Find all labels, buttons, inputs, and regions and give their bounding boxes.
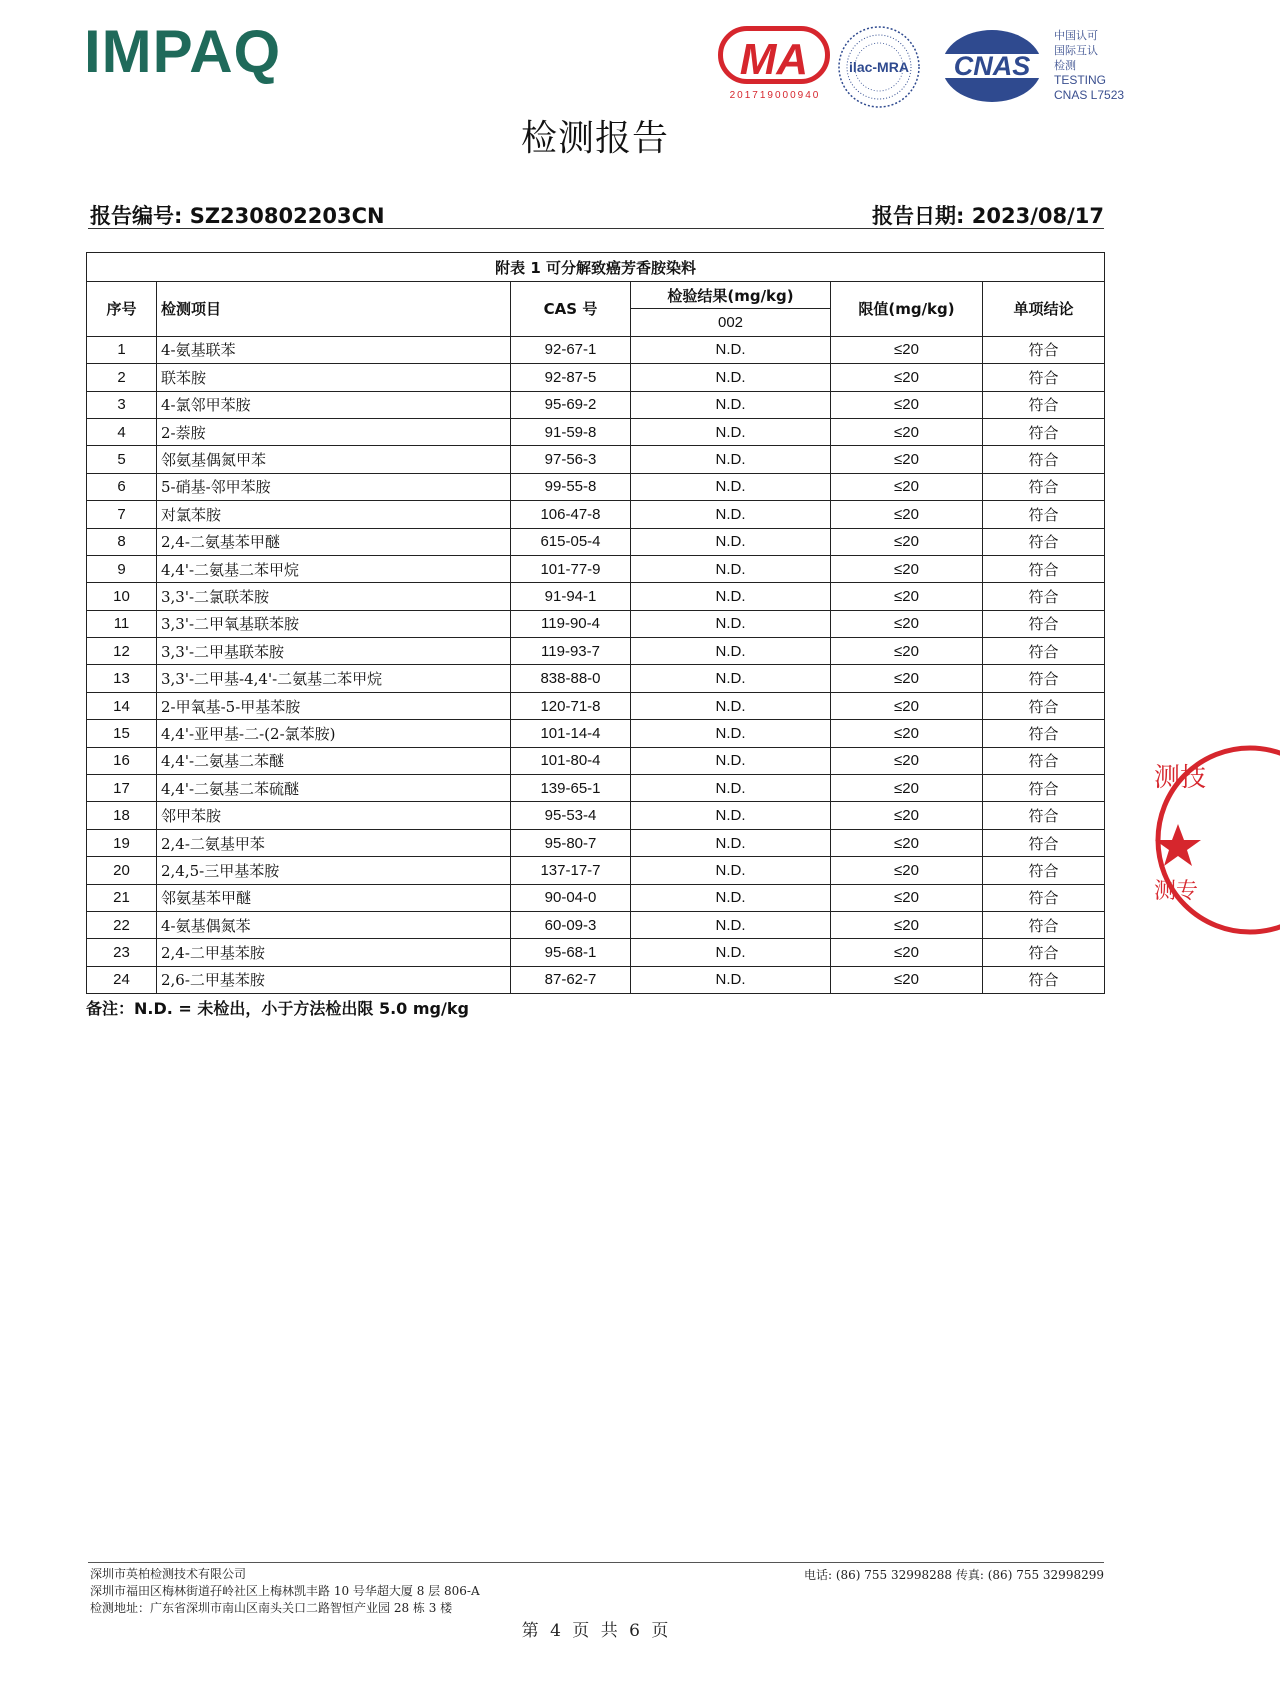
footer-company: 深圳市英柏检测技术有限公司: [90, 1567, 247, 1581]
row-number: 12: [87, 638, 157, 665]
row-cas: 95-68-1: [511, 939, 631, 966]
row-conclusion: 符合: [983, 418, 1105, 445]
row-test-item: 3,3'-二氯联苯胺: [157, 583, 511, 610]
footer-left: [90, 1566, 480, 1617]
row-result: N.D.: [631, 802, 831, 829]
row-cas: 91-94-1: [511, 583, 631, 610]
table-row: [87, 802, 1105, 829]
table-row: [87, 446, 1105, 473]
row-limit: ≤20: [831, 638, 983, 665]
row-cas: 137-17-7: [511, 857, 631, 884]
row-limit: ≤20: [831, 857, 983, 884]
header-divider: [88, 228, 1104, 229]
row-number: 3: [87, 391, 157, 418]
table-row: [87, 966, 1105, 993]
row-result: N.D.: [631, 829, 831, 856]
row-number: 19: [87, 829, 157, 856]
row-result: N.D.: [631, 418, 831, 445]
impaq-logo: [84, 18, 282, 85]
seal-text-top: 测技: [1154, 763, 1207, 793]
row-limit: ≤20: [831, 775, 983, 802]
row-result: N.D.: [631, 446, 831, 473]
table-row: [87, 720, 1105, 747]
row-number: 15: [87, 720, 157, 747]
header-sample: 002: [631, 309, 831, 336]
row-limit: ≤20: [831, 747, 983, 774]
table-caption: 附表 1 可分解致癌芳香胺染料: [87, 253, 1105, 282]
row-cas: 91-59-8: [511, 418, 631, 445]
row-test-item: 对氯苯胺: [157, 501, 511, 528]
cma-logo: [718, 26, 830, 84]
table-row: [87, 418, 1105, 445]
row-result: N.D.: [631, 665, 831, 692]
row-test-item: 4,4'-二氨基二苯醚: [157, 747, 511, 774]
row-number: 14: [87, 692, 157, 719]
row-number: 20: [87, 857, 157, 884]
row-test-item: 4-氨基联苯: [157, 336, 511, 363]
row-result: N.D.: [631, 610, 831, 637]
table-row: [87, 555, 1105, 582]
row-conclusion: 符合: [983, 692, 1105, 719]
row-test-item: 2,4-二氨基苯甲醚: [157, 528, 511, 555]
row-conclusion: 符合: [983, 501, 1105, 528]
row-conclusion: 符合: [983, 583, 1105, 610]
row-test-item: 邻氨基偶氮甲苯: [157, 446, 511, 473]
row-conclusion: 符合: [983, 391, 1105, 418]
row-result: N.D.: [631, 638, 831, 665]
row-conclusion: 符合: [983, 939, 1105, 966]
row-cas: 60-09-3: [511, 911, 631, 938]
row-cas: 101-80-4: [511, 747, 631, 774]
row-limit: ≤20: [831, 720, 983, 747]
row-cas: 95-53-4: [511, 802, 631, 829]
cnas-side-4: TESTING: [1054, 73, 1107, 87]
row-limit: ≤20: [831, 802, 983, 829]
row-cas: 87-62-7: [511, 966, 631, 993]
table-row: [87, 501, 1105, 528]
row-result: N.D.: [631, 391, 831, 418]
row-result: N.D.: [631, 857, 831, 884]
row-cas: 120-71-8: [511, 692, 631, 719]
row-test-item: 邻甲苯胺: [157, 802, 511, 829]
row-conclusion: 符合: [983, 473, 1105, 500]
row-result: N.D.: [631, 775, 831, 802]
row-test-item: 4-氨基偶氮苯: [157, 911, 511, 938]
table-row: [87, 829, 1105, 856]
row-conclusion: 符合: [983, 802, 1105, 829]
table-row: [87, 391, 1105, 418]
row-number: 6: [87, 473, 157, 500]
row-conclusion: 符合: [983, 884, 1105, 911]
row-test-item: 邻氨基苯甲醚: [157, 884, 511, 911]
row-cas: 90-04-0: [511, 884, 631, 911]
row-limit: ≤20: [831, 665, 983, 692]
row-cas: 119-90-4: [511, 610, 631, 637]
header-item: 检测项目: [157, 282, 511, 337]
row-number: 5: [87, 446, 157, 473]
row-test-item: 4,4'-二氨基二苯甲烷: [157, 555, 511, 582]
row-conclusion: 符合: [983, 665, 1105, 692]
row-cas: 838-88-0: [511, 665, 631, 692]
row-conclusion: 符合: [983, 638, 1105, 665]
row-conclusion: 符合: [983, 966, 1105, 993]
cnas-side-text: [1054, 28, 1124, 103]
header-result: 检验结果(mg/kg): [631, 282, 831, 309]
header-conclusion: 单项结论: [983, 282, 1105, 337]
row-number: 22: [87, 911, 157, 938]
row-test-item: 2,6-二甲基苯胺: [157, 966, 511, 993]
row-conclusion: 符合: [983, 610, 1105, 637]
row-cas: 101-14-4: [511, 720, 631, 747]
row-limit: ≤20: [831, 610, 983, 637]
table-row: [87, 692, 1105, 719]
row-conclusion: 符合: [983, 446, 1105, 473]
row-test-item: 2,4-二甲基苯胺: [157, 939, 511, 966]
row-conclusion: 符合: [983, 829, 1105, 856]
row-number: 16: [87, 747, 157, 774]
row-limit: ≤20: [831, 391, 983, 418]
row-limit: ≤20: [831, 966, 983, 993]
row-conclusion: 符合: [983, 555, 1105, 582]
row-limit: ≤20: [831, 911, 983, 938]
cma-number: 201719000940: [729, 90, 821, 101]
row-result: N.D.: [631, 939, 831, 966]
footer-lab-address: 检测地址：广东省深圳市南山区南头关口二路智恒产业园 28 栋 3 楼: [90, 1601, 453, 1615]
row-result: N.D.: [631, 501, 831, 528]
row-number: 13: [87, 665, 157, 692]
cma-text: MA: [739, 35, 809, 84]
row-number: 18: [87, 802, 157, 829]
row-number: 11: [87, 610, 157, 637]
row-number: 4: [87, 418, 157, 445]
row-conclusion: 符合: [983, 747, 1105, 774]
row-limit: ≤20: [831, 884, 983, 911]
table-row: [87, 583, 1105, 610]
seal-text-bottom: 测专: [1154, 879, 1199, 904]
table-note: 备注：N.D. = 未检出，小于方法检出限 5.0 mg/kg: [86, 999, 469, 1018]
row-number: 8: [87, 528, 157, 555]
row-cas: 95-69-2: [511, 391, 631, 418]
table-row: [87, 884, 1105, 911]
row-cas: 139-65-1: [511, 775, 631, 802]
row-test-item: 2-甲氧基-5-甲基苯胺: [157, 692, 511, 719]
cnas-side-3: 检测: [1054, 59, 1076, 72]
row-number: 1: [87, 336, 157, 363]
table-row: [87, 747, 1105, 774]
row-number: 7: [87, 501, 157, 528]
report-date: 报告日期: 2023/08/17: [872, 204, 1104, 228]
page-number: 第 4 页 共 6 页: [521, 1621, 669, 1641]
row-limit: ≤20: [831, 473, 983, 500]
row-limit: ≤20: [831, 364, 983, 391]
report-number: 报告编号: SZ230802203CN: [90, 204, 385, 228]
row-result: N.D.: [631, 528, 831, 555]
footer-divider: [88, 1562, 1104, 1563]
row-number: 9: [87, 555, 157, 582]
row-test-item: 3,3'-二甲基-4,4'-二氨基二苯甲烷: [157, 665, 511, 692]
cnas-side-5: CNAS L7523: [1054, 88, 1125, 102]
table-row: [87, 473, 1105, 500]
footer-address: 深圳市福田区梅林街道孖岭社区上梅林凯丰路 10 号华超大厦 8 层 806-A: [90, 1584, 480, 1598]
row-result: N.D.: [631, 473, 831, 500]
row-result: N.D.: [631, 336, 831, 363]
ilac-mra-logo: [836, 24, 922, 110]
row-limit: ≤20: [831, 555, 983, 582]
row-result: N.D.: [631, 747, 831, 774]
row-cas: 101-77-9: [511, 555, 631, 582]
ilac-text: ilac-MRA: [849, 59, 909, 75]
header-limit: 限值(mg/kg): [831, 282, 983, 337]
row-cas: 615-05-4: [511, 528, 631, 555]
row-test-item: 3,3'-二甲氧基联苯胺: [157, 610, 511, 637]
table-row: [87, 528, 1105, 555]
table-row: [87, 638, 1105, 665]
row-limit: ≤20: [831, 501, 983, 528]
row-result: N.D.: [631, 364, 831, 391]
cnas-side-2: 国际互认: [1054, 44, 1098, 57]
header-cas: CAS 号: [511, 282, 631, 337]
row-cas: 95-80-7: [511, 829, 631, 856]
row-test-item: 2,4-二氨基甲苯: [157, 829, 511, 856]
row-limit: ≤20: [831, 528, 983, 555]
table-row: [87, 336, 1105, 363]
company-seal: [1150, 740, 1280, 940]
row-result: N.D.: [631, 884, 831, 911]
cnas-text: CNAS: [953, 51, 1031, 81]
row-conclusion: 符合: [983, 720, 1105, 747]
row-limit: ≤20: [831, 829, 983, 856]
row-test-item: 4-氯邻甲苯胺: [157, 391, 511, 418]
row-conclusion: 符合: [983, 364, 1105, 391]
logo-text: IMPAQ: [84, 18, 282, 85]
row-conclusion: 符合: [983, 911, 1105, 938]
table-row: [87, 857, 1105, 884]
row-number: 24: [87, 966, 157, 993]
row-result: N.D.: [631, 966, 831, 993]
cnas-side-1: 中国认可: [1054, 29, 1098, 42]
table-row: [87, 775, 1105, 802]
row-test-item: 3,3'-二甲基联苯胺: [157, 638, 511, 665]
row-conclusion: 符合: [983, 528, 1105, 555]
row-limit: ≤20: [831, 446, 983, 473]
row-limit: ≤20: [831, 418, 983, 445]
row-test-item: 5-硝基-邻甲苯胺: [157, 473, 511, 500]
row-limit: ≤20: [831, 336, 983, 363]
row-cas: 99-55-8: [511, 473, 631, 500]
row-number: 17: [87, 775, 157, 802]
row-result: N.D.: [631, 583, 831, 610]
row-number: 2: [87, 364, 157, 391]
row-test-item: 4,4'-亚甲基-二-(2-氯苯胺): [157, 720, 511, 747]
table-row: [87, 939, 1105, 966]
row-cas: 97-56-3: [511, 446, 631, 473]
results-table: [86, 252, 1105, 994]
row-test-item: 2-萘胺: [157, 418, 511, 445]
row-result: N.D.: [631, 911, 831, 938]
row-limit: ≤20: [831, 583, 983, 610]
row-test-item: 2,4,5-三甲基苯胺: [157, 857, 511, 884]
table-row: [87, 665, 1105, 692]
header-no: 序号: [87, 282, 157, 337]
row-cas: 119-93-7: [511, 638, 631, 665]
row-cas: 106-47-8: [511, 501, 631, 528]
row-cas: 92-87-5: [511, 364, 631, 391]
row-number: 21: [87, 884, 157, 911]
row-number: 10: [87, 583, 157, 610]
table-row: [87, 911, 1105, 938]
document-title: 检测报告: [520, 118, 669, 159]
row-limit: ≤20: [831, 939, 983, 966]
row-limit: ≤20: [831, 692, 983, 719]
row-result: N.D.: [631, 692, 831, 719]
footer-contact: 电话: (86) 755 32998288 传真: (86) 755 32998299: [803, 1568, 1104, 1582]
row-result: N.D.: [631, 555, 831, 582]
row-test-item: 联苯胺: [157, 364, 511, 391]
row-number: 23: [87, 939, 157, 966]
table-row: [87, 610, 1105, 637]
row-conclusion: 符合: [983, 775, 1105, 802]
table-row: [87, 364, 1105, 391]
row-cas: 92-67-1: [511, 336, 631, 363]
row-conclusion: 符合: [983, 336, 1105, 363]
row-test-item: 4,4'-二氨基二苯硫醚: [157, 775, 511, 802]
row-result: N.D.: [631, 720, 831, 747]
row-conclusion: 符合: [983, 857, 1105, 884]
cnas-logo: [940, 28, 1044, 104]
